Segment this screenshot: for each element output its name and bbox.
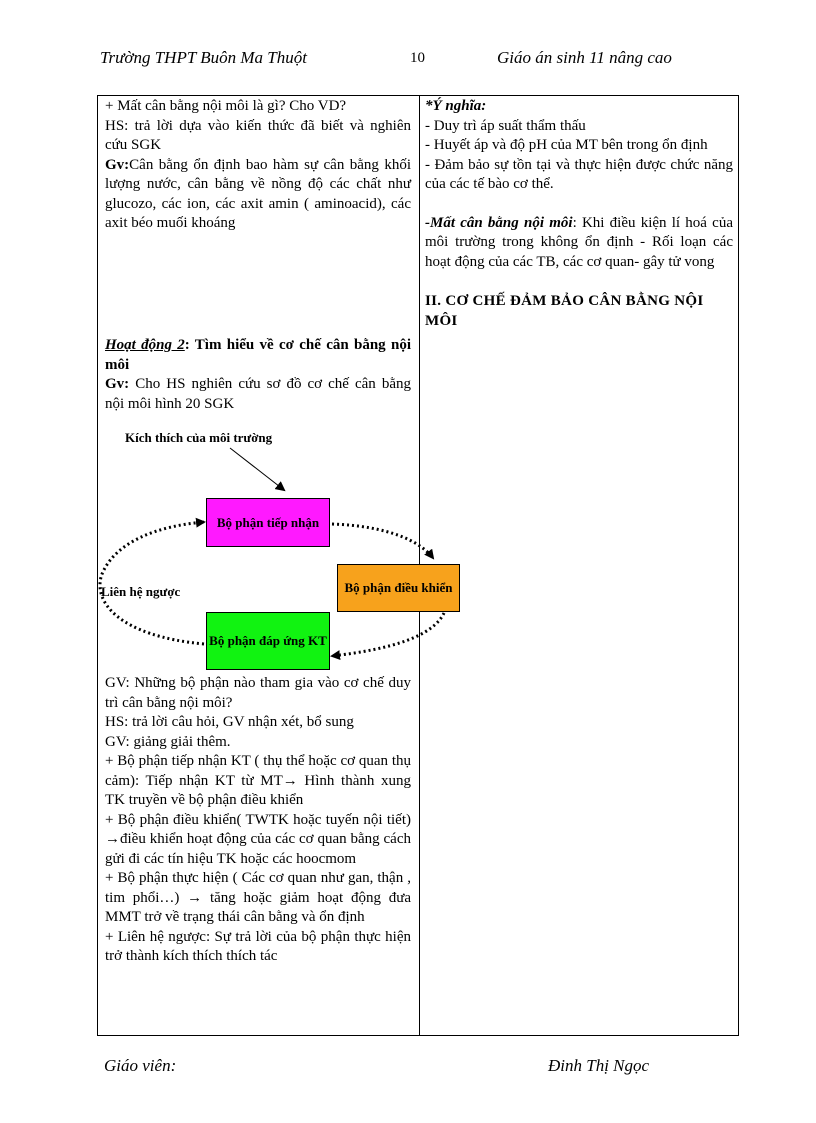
teacher-note-1-text: Cân bằng ổn định bao hàm sự cân bằng khối lượng nước, cân bằng về nồng độ các chất như glucozo, các ion, các axit amin ( aminoacid), các axit béo muối khoáng bbox=[105, 156, 411, 231]
page-number: 10 bbox=[410, 50, 425, 66]
part-control: + Bộ phận điều khiển( TWTK hoặc tuyến nội tiết) →điều khiển hoạt động của các cơ quan bằng cách gửi đi các tín hiệu TK hoặc các hoocmom bbox=[105, 811, 411, 867]
imbalance-paragraph bbox=[425, 214, 733, 273]
feedback-label: Liên hệ ngược bbox=[101, 584, 181, 599]
right-block bbox=[425, 97, 733, 331]
footer-teacher-label: Giáo viên: bbox=[104, 1056, 177, 1075]
teacher-question-3: GV: Những bộ phận nào tham gia vào cơ chế duy trì cân bằng nội môi? bbox=[105, 675, 411, 711]
left-top-block bbox=[105, 97, 411, 234]
part-receive: + Bộ phận tiếp nhận KT ( thụ thể hoặc cơ quan thụ cảm): Tiếp nhận KT từ MT→ Hình thành xung TK truyền về bộ phận điều khiển bbox=[105, 753, 411, 808]
effect-box: Bộ phận đáp ứng KT bbox=[206, 612, 330, 670]
left-bottom-block bbox=[105, 674, 411, 967]
student-answer-1: HS: trả lời dựa vào kiến thức đã biết và nghiên cứu SGK bbox=[105, 117, 411, 153]
teacher-note-4: GV: giảng giải thêm. bbox=[105, 733, 231, 750]
meaning-3: - Đảm bảo sự tồn tại và thực hiện được chức năng của các tế bào cơ thể. bbox=[425, 156, 733, 192]
teacher-note-1 bbox=[105, 156, 411, 234]
activity-2-heading bbox=[105, 336, 411, 375]
arrow-control-to-effect bbox=[332, 613, 444, 656]
stimulus-arrow bbox=[230, 448, 284, 490]
gv-prefix-2: Gv: bbox=[105, 376, 130, 392]
control-box: Bộ phận điều khiển bbox=[337, 564, 460, 612]
gv-prefix: Gv: bbox=[105, 156, 130, 173]
section-2-heading: II. CƠ CHẾ ĐẢM BẢO CÂN BẰNG NỘI MÔI bbox=[425, 293, 704, 329]
activity-2-block bbox=[105, 336, 411, 414]
feedback-arrow bbox=[100, 522, 204, 644]
lesson-table bbox=[97, 95, 739, 1036]
column-divider bbox=[419, 96, 420, 1035]
meaning-title: *Ý nghĩa: bbox=[425, 98, 487, 114]
receive-box: Bộ phận tiếp nhận bbox=[206, 498, 330, 547]
activity-2-label: Hoạt động 2 bbox=[105, 337, 185, 353]
student-answer-3: HS: trả lời câu hỏi, GV nhận xét, bổ sung bbox=[105, 714, 354, 730]
meaning-1: - Duy trì áp suất thẩm thấu bbox=[425, 117, 586, 134]
teacher-note-2 bbox=[105, 375, 411, 414]
question-imbalance: + Mất cân bằng nội môi là gì? Cho VD? bbox=[105, 98, 347, 114]
header-course: Giáo án sinh 11 nâng cao bbox=[497, 48, 672, 67]
part-effect: + Bộ phận thực hiện ( Các cơ quan như gan, thận , tim phổi…) → tăng hoặc giảm hoạt động đưa MMT trở về trạng thái cân bằng và ổn định bbox=[105, 870, 411, 925]
header-school: Trường THPT Buôn Ma Thuột bbox=[100, 48, 307, 67]
teacher-note-2-text: Cho HS nghiên cứu sơ đồ cơ chế cân bằng nội môi hình 20 SGK bbox=[105, 376, 411, 412]
imbalance-label: -Mất cân bằng nội môi bbox=[425, 214, 573, 231]
stimulus-label: Kích thích của môi trường bbox=[125, 430, 273, 445]
activity-2-title: : Tìm hiểu về cơ chế cân bằng nội môi bbox=[105, 337, 411, 373]
arrow-receive-to-control bbox=[332, 524, 433, 558]
meaning-2: - Huyết áp và độ pH của MT bên trong ổn định bbox=[425, 137, 708, 153]
imbalance-text: : Khi điều kiện lí hoá của môi trường trong không ổn định - Rối loạn các hoạt động của các TB, các cơ quan- gây tử vong bbox=[425, 214, 733, 270]
footer-teacher-name: Đinh Thị Ngọc bbox=[548, 1056, 650, 1075]
part-feedback: + Liên hệ ngược: Sự trả lời của bộ phận thực hiện trở thành kích thích thích tác bbox=[105, 928, 411, 964]
